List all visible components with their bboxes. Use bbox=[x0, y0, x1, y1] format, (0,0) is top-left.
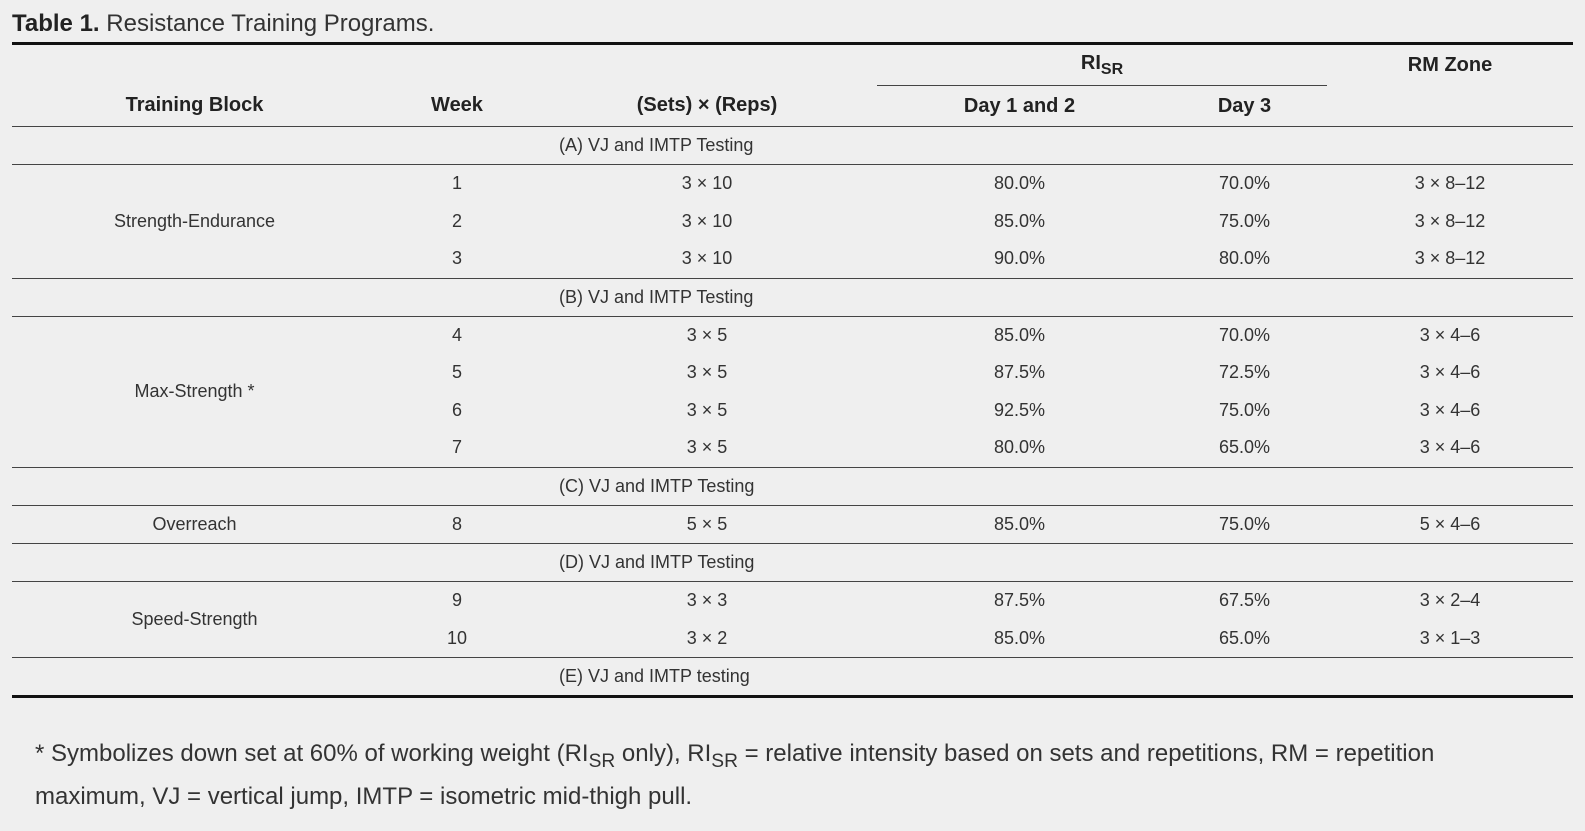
testing-row: (D) VJ and IMTP Testing bbox=[12, 544, 1573, 582]
testing-row: (E) VJ and IMTP testing bbox=[12, 658, 1573, 697]
header-training-block: Training Block bbox=[125, 94, 264, 117]
block-name: Speed-Strength bbox=[131, 609, 258, 629]
training-table bbox=[12, 42, 1573, 698]
block-name: Max-Strength * bbox=[134, 381, 255, 401]
header-day3: Day 3 bbox=[1217, 94, 1272, 117]
block-name: Overreach bbox=[152, 513, 237, 534]
header-rm-zone: RM Zone bbox=[1407, 53, 1493, 76]
table-row: Speed-Strength 9 3 × 3 87.5% 67.5% 3 × 2–4 bbox=[12, 582, 1573, 620]
table-row: Strength-Endurance 1 3 × 10 80.0% 70.0% 3 × 8–12 bbox=[12, 165, 1573, 203]
testing-row: (C) VJ and IMTP Testing bbox=[12, 467, 1573, 505]
block-name: Strength-Endurance bbox=[113, 210, 276, 231]
header-risr: $RI_{SR}$ bbox=[877, 44, 1327, 86]
table-row: Overreach 8 5 × 5 85.0% 75.0% 5 × 4–6 bbox=[12, 505, 1573, 544]
table-footnote: * Symbolizes down set at 60% of working weight ($RI_{SR}$ only), $RI_{SR}$ = relative intensity based on sets and repetitions, RM = repetition maximum, VJ = vertical jump, IMTP = isometric mid-thigh pull. bbox=[35, 740, 1435, 810]
testing-row: (A) VJ and IMTP Testing bbox=[12, 127, 1573, 165]
table-row: 10 3 × 2 85.0% 65.0% 3 × 1–3 bbox=[446, 627, 1481, 648]
table-row: 3 3 × 10 90.0% 80.0% 3 × 8–12 bbox=[451, 248, 1486, 269]
testing-row: (B) VJ and IMTP Testing bbox=[12, 278, 1573, 316]
header-day12: Day 1 and 2 bbox=[963, 94, 1076, 117]
table-caption bbox=[12, 9, 434, 39]
table-label: Table 1. bbox=[12, 10, 100, 37]
table-row: 2 3 × 10 85.0% 75.0% 3 × 8–12 bbox=[451, 210, 1486, 231]
header-week: Week bbox=[431, 94, 483, 117]
table-row: 5 3 × 5 87.5% 72.5% 3 × 4–6 bbox=[451, 362, 1481, 383]
table-row: Max-Strength * 4 3 × 5 85.0% 70.0% 3 × 4–6 bbox=[12, 316, 1573, 354]
table-row: 6 3 × 5 92.5% 75.0% 3 × 4–6 bbox=[451, 399, 1481, 420]
table-title: Resistance Training Programs. bbox=[106, 10, 435, 37]
table-row: 7 3 × 5 80.0% 65.0% 3 × 4–6 bbox=[451, 437, 1481, 458]
header-sets-reps: (Sets) × (Reps) bbox=[636, 94, 778, 117]
